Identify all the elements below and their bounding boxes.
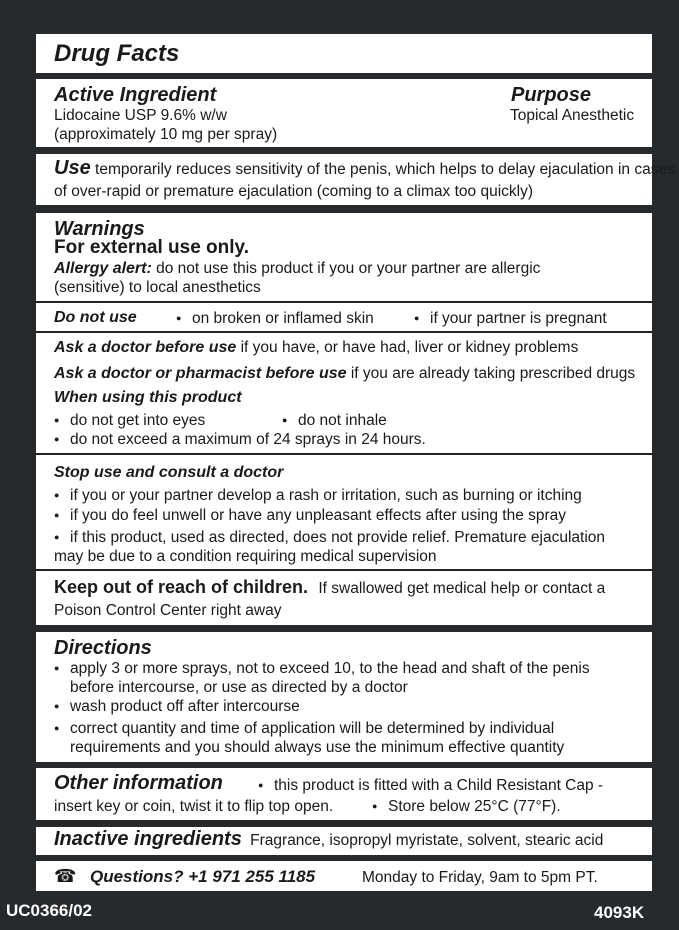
footer-code-right: 4093K (594, 903, 645, 922)
divider (36, 331, 652, 333)
phone-icon: ☎ (54, 866, 77, 886)
ask-doctor-text: if you have, or have had, liver or kidney problems (240, 339, 579, 356)
active-ingredient-line1: Lidocaine USP 9.6% w/w (54, 107, 227, 124)
inactive-heading: Inactive ingredients (54, 828, 242, 850)
keep-out-label: Keep out of reach of children. (54, 577, 309, 597)
questions-label: Questions? +1 971 255 1185 (90, 867, 316, 886)
directions-item: ● apply 3 or more sprays, not to exceed 10, to the head and shaft of the penis (54, 659, 590, 678)
active-ingredient-line2: (approximately 10 mg per spray) (54, 126, 278, 143)
do-not-use-label: Do not use (54, 309, 137, 326)
warnings-heading: Warnings (54, 218, 145, 240)
inactive-text: Fragrance, isopropyl myristate, solvent, stearic acid (250, 832, 604, 849)
other-info-heading: Other information (54, 772, 223, 794)
active-ingredient-panel (36, 79, 652, 147)
divider (36, 453, 652, 455)
ask-doctor-line (54, 338, 578, 357)
allergy-text1: do not use this product if you or your partner are allergic (156, 260, 541, 277)
allergy-text2: (sensitive) to local anesthetics (54, 279, 261, 296)
keep-out-text2: Poison Control Center right away (54, 602, 282, 619)
questions-hours: Monday to Friday, 9am to 5pm PT. (362, 869, 598, 886)
active-ingredient-heading: Active Ingredient (54, 84, 217, 106)
directions-item: ● wash product off after intercourse (54, 697, 300, 716)
other-info-item: ● this product is fitted with a Child Resistant Cap - (258, 776, 603, 795)
directions-item-continued: before intercourse, or use as directed by a doctor (70, 679, 408, 696)
warnings-panel (36, 213, 652, 625)
directions-panel (36, 632, 652, 762)
directions-item: ● correct quantity and time of application will be determined by individual (54, 719, 554, 738)
stop-use-item: ● if this product, used as directed, does not provide relief. Premature ejaculation (54, 528, 605, 547)
stop-use-label: Stop use and consult a doctor (54, 464, 284, 481)
when-using-label: When using this product (54, 389, 242, 406)
use-text1: temporarily reduces sensitivity of the penis, which helps to delay ejaculation in cases (95, 161, 675, 178)
do-not-use-item: ● if your partner is pregnant (414, 309, 607, 328)
other-info-item-continued: insert key or coin, twist it to flip top open. (54, 798, 334, 815)
footer-code-left: UC0366/02 (6, 901, 93, 920)
inactive-panel (36, 827, 652, 855)
external-use-text: For external use only. (54, 237, 249, 258)
divider (36, 301, 652, 303)
use-panel (36, 154, 675, 205)
questions-panel (36, 861, 652, 891)
purpose-heading: Purpose (511, 84, 592, 106)
ask-doctor-label: Ask a doctor before use (54, 339, 237, 356)
directions-heading: Directions (54, 637, 152, 659)
purpose-text: Topical Anesthetic (510, 107, 635, 124)
page-title: Drug Facts (54, 40, 180, 67)
ask-pharmacist-text: if you are already taking prescribed drugs (350, 365, 636, 382)
title-panel (36, 34, 652, 73)
do-not-use-item: ● on broken or inflamed skin (176, 309, 374, 328)
directions-item-continued: requirements and you should always use the minimum effective quantity (70, 739, 565, 756)
other-info-panel (36, 768, 652, 820)
stop-use-item: ● if you do feel unwell or have any unpleasant effects after using the spray (54, 506, 566, 525)
ask-pharmacist-label: Ask a doctor or pharmacist before use (54, 365, 347, 382)
other-info-item: ● Store below 25°C (77°F). (372, 797, 561, 816)
when-using-item: ● do not get into eyes (54, 411, 205, 430)
inactive-line (54, 830, 603, 850)
allergy-label: Allergy alert: (54, 260, 152, 277)
keep-out-text1: If swallowed get medical help or contact a (318, 580, 606, 597)
divider (36, 569, 652, 571)
when-using-item: ● do not inhale (282, 411, 387, 430)
ask-pharmacist-line (54, 364, 635, 383)
allergy-line1 (54, 259, 540, 278)
use-heading: Use (54, 157, 91, 179)
stop-use-item: ● if you or your partner develop a rash or irritation, such as burning or itching (54, 486, 582, 505)
stop-use-item-continued: may be due to a condition requiring medical supervision (54, 548, 437, 565)
when-using-item: ● do not exceed a maximum of 24 sprays in 24 hours. (54, 430, 426, 449)
keep-out-line (54, 578, 605, 598)
use-line1 (54, 159, 675, 179)
use-text2: of over-rapid or premature ejaculation (coming to a climax too quickly) (54, 183, 533, 200)
